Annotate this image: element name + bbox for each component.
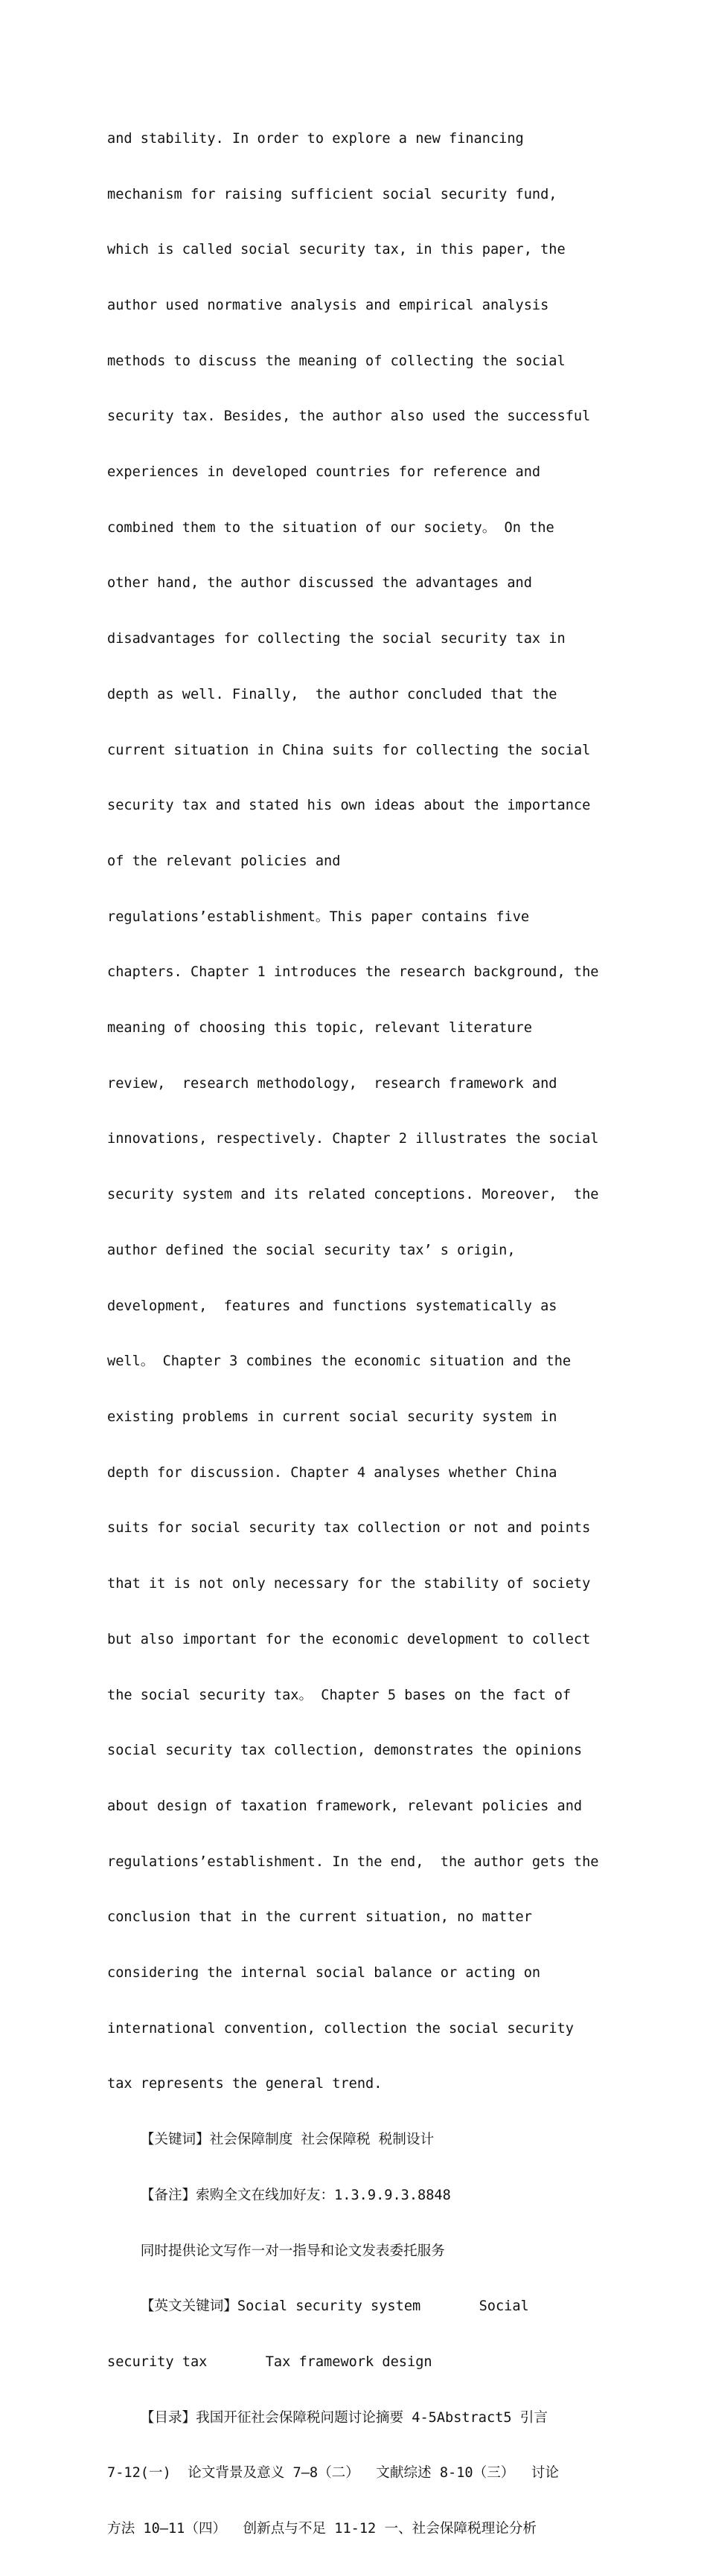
text-line: existing problems in current social security system in: [107, 1409, 557, 1425]
text-line: international convention, collection the social security: [107, 2020, 574, 2037]
text-line: depth as well. Finally, the author concluded that the: [107, 686, 557, 702]
text-line: disadvantages for collecting the social security tax in: [107, 631, 566, 647]
toc-line: 7-12(一) 论文背景及意义 7—8（二） 文献综述 8-10（三） 讨论: [107, 2465, 559, 2482]
text-line: depth for discussion. Chapter 4 analyses whether China: [107, 1464, 557, 1481]
text-line: current situation in China suits for collecting the social: [107, 742, 591, 758]
text-line: but also important for the economic development to collect: [107, 1631, 591, 1647]
text-line: chapters. Chapter 1 introduces the research background, the: [107, 964, 599, 981]
text-line: innovations, respectively. Chapter 2 illustrates the social: [107, 1131, 599, 1147]
text-line: author used normative analysis and empirical analysis: [107, 297, 549, 313]
note-line: 【备注】索购全文在线加好友：1.3.9.9.3.8848: [107, 2187, 451, 2203]
text-line: social security tax collection, demonstrates the opinions: [107, 1743, 583, 1759]
text-line: meaning of choosing this topic, relevant literature: [107, 1020, 532, 1037]
text-line: experiences in developed countries for reference and: [107, 464, 541, 481]
text-line: which is called social security tax, in this paper, the: [107, 242, 566, 258]
text-line: about design of taxation framework, relevant policies and: [107, 1798, 583, 1814]
text-line: that it is not only necessary for the stability of society: [107, 1576, 591, 1592]
text-line: of the relevant policies and: [107, 853, 341, 869]
document-body: [107, 93, 606, 2576]
english-keywords-line: security tax Tax framework design: [107, 2354, 432, 2370]
text-line: well。 Chapter 3 combines the economic situation and the: [107, 1353, 572, 1370]
keywords-line: 【关键词】社会保障制度 社会保障税 税制设计: [107, 2132, 435, 2148]
text-line: security system and its related conceptions. Moreover, the: [107, 1187, 599, 1203]
text-line: methods to discuss the meaning of collecting the social: [107, 353, 566, 369]
text-line: tax represents the general trend.: [107, 2076, 383, 2092]
text-line: suits for social security tax collection or not and points: [107, 1520, 591, 1537]
text-line: regulations’establishment. In the end, the author gets the: [107, 1853, 599, 1870]
text-line: security tax and stated his own ideas about the importance: [107, 798, 591, 814]
text-line: other hand, the author discussed the advantages and: [107, 575, 532, 592]
toc-line: 【目录】我国开征社会保障税问题讨论摘要 4-5Abstract5 引言: [107, 2409, 548, 2426]
text-line: development, features and functions systematically as: [107, 1298, 557, 1314]
text-line: mechanism for raising sufficient social security fund,: [107, 186, 557, 202]
text-line: review, research methodology, research framework and: [107, 1075, 557, 1092]
text-line: combined them to the situation of our society。 On the: [107, 519, 554, 536]
text-line: regulations’establishment。This paper contains five: [107, 909, 530, 925]
english-keywords-line: 【英文关键词】Social security system Social: [107, 2298, 529, 2315]
text-line: the social security tax。 Chapter 5 bases on the fact of: [107, 1687, 572, 1703]
toc-line: 方法 10—11（四） 创新点与不足 11-12 一、社会保障税理论分析: [107, 2521, 537, 2537]
text-line: security tax. Besides, the author also used the successful: [107, 408, 591, 425]
text-line: conclusion that in the current situation, no matter: [107, 1909, 532, 1926]
text-line: considering the internal social balance or acting on: [107, 1965, 541, 1981]
text-line: author defined the social security tax’ s origin,: [107, 1242, 516, 1258]
text-line: and stability. In order to explore a new financing: [107, 130, 524, 147]
service-line: 同时提供论文写作一对一指导和论文发表委托服务: [107, 2243, 445, 2259]
